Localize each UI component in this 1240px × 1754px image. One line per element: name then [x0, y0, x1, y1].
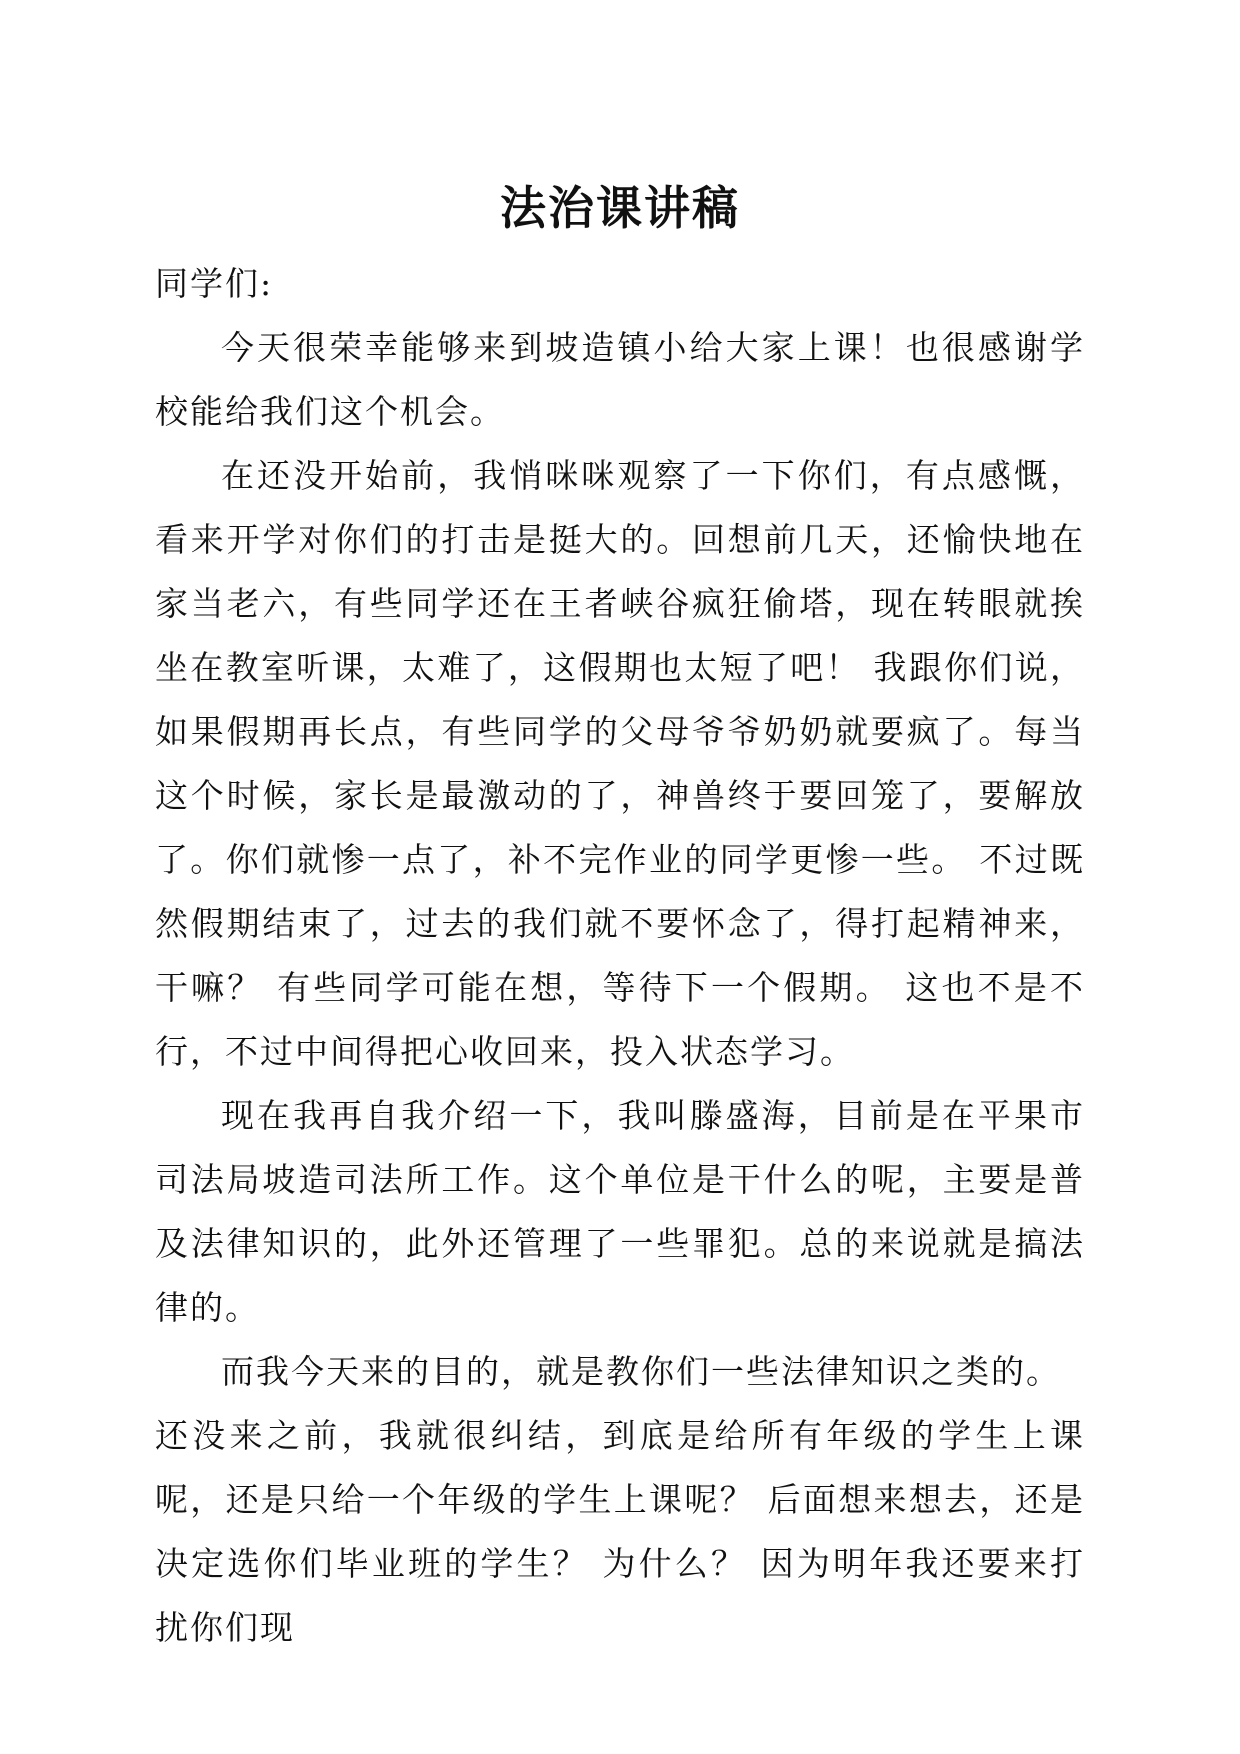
salutation: 同学们:: [155, 264, 274, 303]
paragraph-grade-choice: 还没来之前，我就很纠结，到底是给所有年级的学生上课呢，还是只给一个年级的学生上课呢？ 后面想来想去，还是决定选你们毕业班的学生？ 为什么？ 因为明年我还要来打扰你们现: [155, 1416, 1085, 1647]
document-body: [155, 252, 1085, 1660]
paragraph-intro: 今天很荣幸能够来到坡造镇小给大家上课！也很感谢学校能给我们这个机会。: [155, 328, 1085, 431]
document-title: 法治课讲稿: [500, 181, 740, 235]
paragraph-holiday: 在还没开始前，我悄咪咪观察了一下你们，有点感慨，看来开学对你们的打击是挺大的。回想前几天，还愉快地在家当老六，有些同学还在王者峡谷疯狂偷塔，现在转眼就挨坐在教室听课，太难了，这假期也太短了吧！ 我跟你们说，如果假期再长点，有些同学的父母爷爷奶奶就要疯了。每当这个时候，家长是最激动的了，神兽终于要回笼了，要解放了。你们就惨一点了，补不完作业的同学更惨一些。 不过既然假期结束了，过去的我们就不要怀念了，得打起精神来，干嘛？ 有些同学可能在想，等待下一个假期。 这也不是不行，不过中间得把心收回来，投入状态学习。: [155, 456, 1085, 1071]
paragraph-self-introduction: 现在我再自我介绍一下，我叫滕盛海，目前是在平果市司法局坡造司法所工作。这个单位是干什么的呢，主要是普及法律知识的，此外还管理了一些罪犯。总的来说就是搞法律的。: [155, 1096, 1085, 1327]
paragraph-purpose: 而我今天来的目的，就是教你们一些法律知识之类的。: [221, 1352, 1061, 1391]
